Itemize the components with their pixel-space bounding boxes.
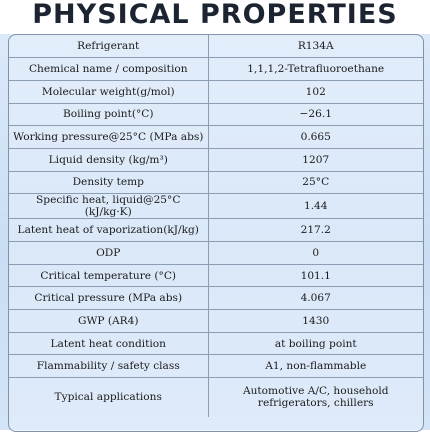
property-value: R134A xyxy=(208,35,423,58)
property-value: A1, non-flammable xyxy=(208,355,423,378)
property-value: 217.2 xyxy=(208,219,423,242)
property-value: 4.067 xyxy=(208,287,423,310)
table-row xyxy=(9,310,423,333)
table-row xyxy=(9,242,423,265)
property-value: 1207 xyxy=(208,148,423,171)
property-value: 101.1 xyxy=(208,264,423,287)
property-label: Latent heat of vaporization(kJ/kg) xyxy=(9,219,208,242)
property-label: ODP xyxy=(9,242,208,265)
table-row xyxy=(9,194,423,219)
properties-table xyxy=(8,34,424,432)
property-value: 1,1,1,2-Tetrafluoroethane xyxy=(208,58,423,81)
property-value: 0.665 xyxy=(208,126,423,149)
property-label: Density temp xyxy=(9,171,208,194)
table-row xyxy=(9,332,423,355)
property-label: Liquid density (kg/m³) xyxy=(9,148,208,171)
property-label: Chemical name / composition xyxy=(9,58,208,81)
property-label: Flammability / safety class xyxy=(9,355,208,378)
table-row xyxy=(9,355,423,378)
table-row xyxy=(9,103,423,126)
property-value: 1430 xyxy=(208,310,423,333)
table-row xyxy=(9,287,423,310)
property-label: Typical applications xyxy=(9,378,208,417)
table-row xyxy=(9,35,423,58)
table-row xyxy=(9,148,423,171)
property-label: Critical temperature (°C) xyxy=(9,264,208,287)
table-row xyxy=(9,58,423,81)
property-value: −26.1 xyxy=(208,103,423,126)
property-label: Boiling point(°C) xyxy=(9,103,208,126)
property-value: Automotive A/C, household refrigerators, chillers xyxy=(242,385,389,410)
property-label: Specific heat, liquid@25°C (kJ/kg·K) xyxy=(9,194,208,219)
table-row xyxy=(9,80,423,103)
property-label: GWP (AR4) xyxy=(9,310,208,333)
property-value: at boiling point xyxy=(208,332,423,355)
table-row xyxy=(9,126,423,149)
property-value: 25°C xyxy=(208,171,423,194)
property-value: 0 xyxy=(208,242,423,265)
table-row xyxy=(9,219,423,242)
property-label: Critical pressure (MPa abs) xyxy=(9,287,208,310)
property-label: Molecular weight(g/mol) xyxy=(9,80,208,103)
table-row xyxy=(9,264,423,287)
property-value: 1.44 xyxy=(208,194,423,219)
table-row xyxy=(9,171,423,194)
page-title: PHYSICAL PROPERTIES xyxy=(32,0,398,30)
property-label: Refrigerant xyxy=(9,35,208,58)
property-value: 102 xyxy=(208,80,423,103)
property-label: Latent heat condition xyxy=(9,332,208,355)
property-label: Working pressure@25°C (MPa abs) xyxy=(9,126,208,149)
table-row xyxy=(9,378,423,417)
